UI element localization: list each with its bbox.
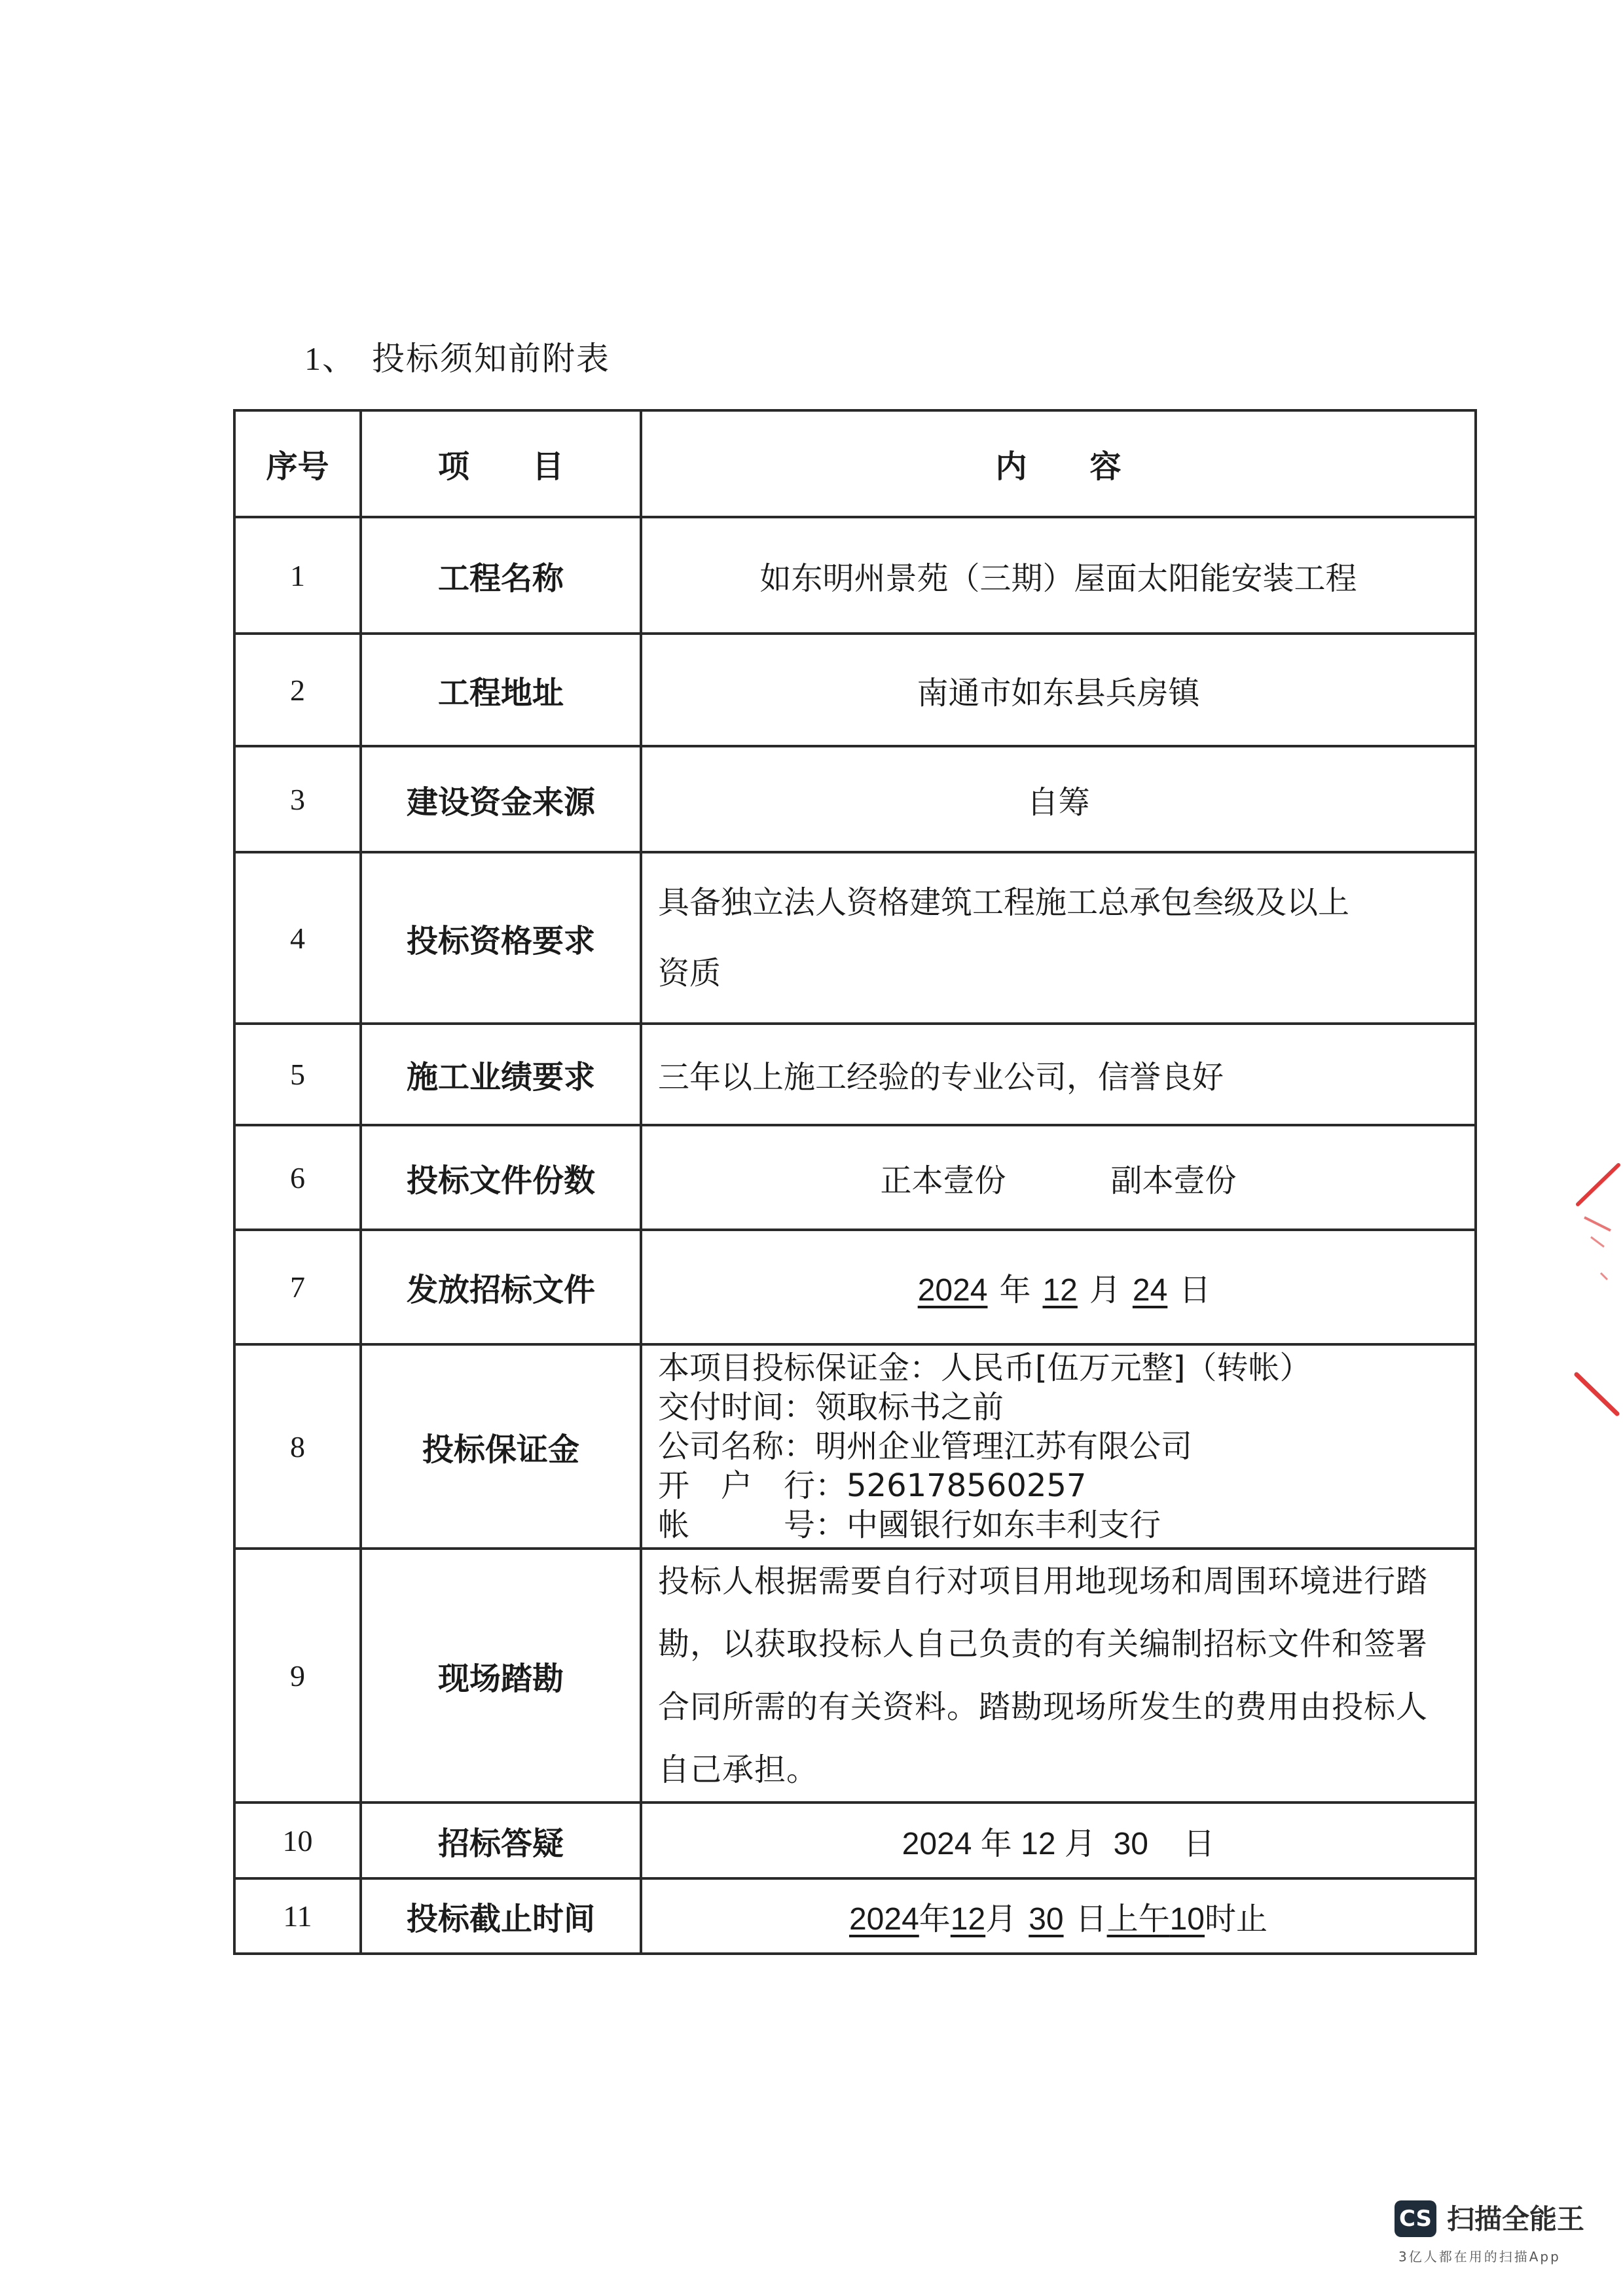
table-header-row [234, 410, 1476, 517]
table-row [234, 1549, 1476, 1803]
guarantee-account: 帐 号：中國银行如东丰利支行 [658, 1507, 1161, 1543]
row-no: 3 [234, 746, 361, 852]
guarantee-company: 公司名称：明州企业管理江苏有限公司 [658, 1428, 1193, 1465]
header-item: 项 目 [361, 410, 641, 517]
table-row [234, 517, 1476, 634]
row-item: 投标截止时间 [361, 1878, 641, 1954]
date-month: 12 [1021, 1826, 1056, 1861]
row-content [641, 1344, 1476, 1549]
row-item: 工程名称 [361, 517, 641, 634]
date-day: 30 [1029, 1902, 1064, 1937]
scanner-logo-icon: CS [1395, 2200, 1436, 2237]
table-row [234, 852, 1476, 1024]
date-year-unit: 年 [999, 1272, 1031, 1308]
row-content [641, 1125, 1476, 1230]
date-month-unit: 月 [1089, 1272, 1121, 1308]
section-number: 1、 [304, 340, 356, 377]
row-item: 建设资金来源 [361, 746, 641, 852]
table-row [234, 1878, 1476, 1954]
date-year: 2024 [848, 1902, 919, 1937]
content-line: 具备独立法人资格建筑工程施工总承包叁级及以上 [658, 884, 1350, 921]
row-content: 投标人根据需要自行对项目用地现场和周围环境进行踏勘，以获取投标人自己负责的有关编制招标文件和签署合同所需的有关资料。踏勘现场所发生的费用由投标人自己承担。 [641, 1549, 1476, 1803]
header-content: 内 容 [641, 410, 1476, 517]
date-day: 30 [1113, 1826, 1148, 1861]
time-period: 上午 [1106, 1902, 1170, 1937]
scanner-tagline: 3亿人都在用的扫描App [1398, 2249, 1561, 2265]
date-year-unit: 年 [919, 1902, 951, 1937]
row-no: 2 [234, 634, 361, 746]
table-row [234, 1024, 1476, 1125]
row-no: 11 [234, 1878, 361, 1954]
table-row [234, 1803, 1476, 1878]
row-no: 4 [234, 852, 361, 1024]
row-content: 南通市如东县兵房镇 [641, 634, 1476, 746]
table-row [234, 1230, 1476, 1344]
date-month-unit: 月 [1064, 1826, 1096, 1861]
row-no: 10 [234, 1803, 361, 1878]
row-no: 1 [234, 517, 361, 634]
scanner-app-name: 扫描全能王 [1447, 2203, 1585, 2235]
duplicate-copies: 副本壹份 [1110, 1162, 1237, 1199]
date-month: 12 [950, 1902, 986, 1937]
date-day: 24 [1132, 1273, 1168, 1308]
row-item: 工程地址 [361, 634, 641, 746]
row-content: 如东明州景苑（三期）屋面太阳能安装工程 [641, 517, 1476, 634]
table-row [234, 1344, 1476, 1549]
row-item: 投标保证金 [361, 1344, 641, 1549]
guarantee-amount: 本项目投标保证金：人民币[伍万元整]（转帐） [658, 1350, 1311, 1386]
row-content [641, 1878, 1476, 1954]
content-line: 资质 [658, 955, 721, 992]
table-row [234, 746, 1476, 852]
row-content: 三年以上施工经验的专业公司，信誉良好 [641, 1024, 1476, 1125]
time-hour: 10 [1169, 1902, 1205, 1937]
date-year-unit: 年 [980, 1826, 1012, 1861]
row-no: 5 [234, 1024, 361, 1125]
row-item: 投标文件份数 [361, 1125, 641, 1230]
row-item: 招标答疑 [361, 1803, 641, 1878]
section-title-text: 投标须知前附表 [372, 340, 610, 378]
section-title [304, 332, 610, 380]
row-item: 现场踏勘 [361, 1549, 641, 1803]
guarantee-bank: 开 户 行：526178560257 [658, 1467, 1087, 1504]
date-day-unit: 日 [1183, 1826, 1215, 1861]
date-year: 2024 [902, 1826, 972, 1861]
time-hour-unit: 时止 [1205, 1902, 1268, 1937]
table-row [234, 1125, 1476, 1230]
row-content: 自筹 [641, 746, 1476, 852]
red-seal-fragment [1571, 1152, 1623, 1440]
row-content [641, 1803, 1476, 1878]
guarantee-time: 交付时间：领取标书之前 [658, 1389, 1004, 1426]
date-month-unit: 月 [985, 1902, 1017, 1937]
header-no: 序号 [234, 410, 361, 517]
row-no: 6 [234, 1125, 361, 1230]
row-no: 7 [234, 1230, 361, 1344]
row-no: 9 [234, 1549, 361, 1803]
original-copies: 正本壹份 [880, 1162, 1006, 1199]
date-year: 2024 [917, 1273, 988, 1308]
table-row [234, 634, 1476, 746]
row-item: 施工业绩要求 [361, 1024, 641, 1125]
row-item: 发放招标文件 [361, 1230, 641, 1344]
bid-notice-table [233, 409, 1477, 1955]
date-day-unit: 日 [1075, 1902, 1107, 1937]
scanner-watermark [1395, 2198, 1604, 2270]
row-no: 8 [234, 1344, 361, 1549]
row-item: 投标资格要求 [361, 852, 641, 1024]
row-content [641, 852, 1476, 1024]
date-month: 12 [1042, 1273, 1078, 1308]
row-content [641, 1230, 1476, 1344]
date-day-unit: 日 [1179, 1272, 1211, 1308]
